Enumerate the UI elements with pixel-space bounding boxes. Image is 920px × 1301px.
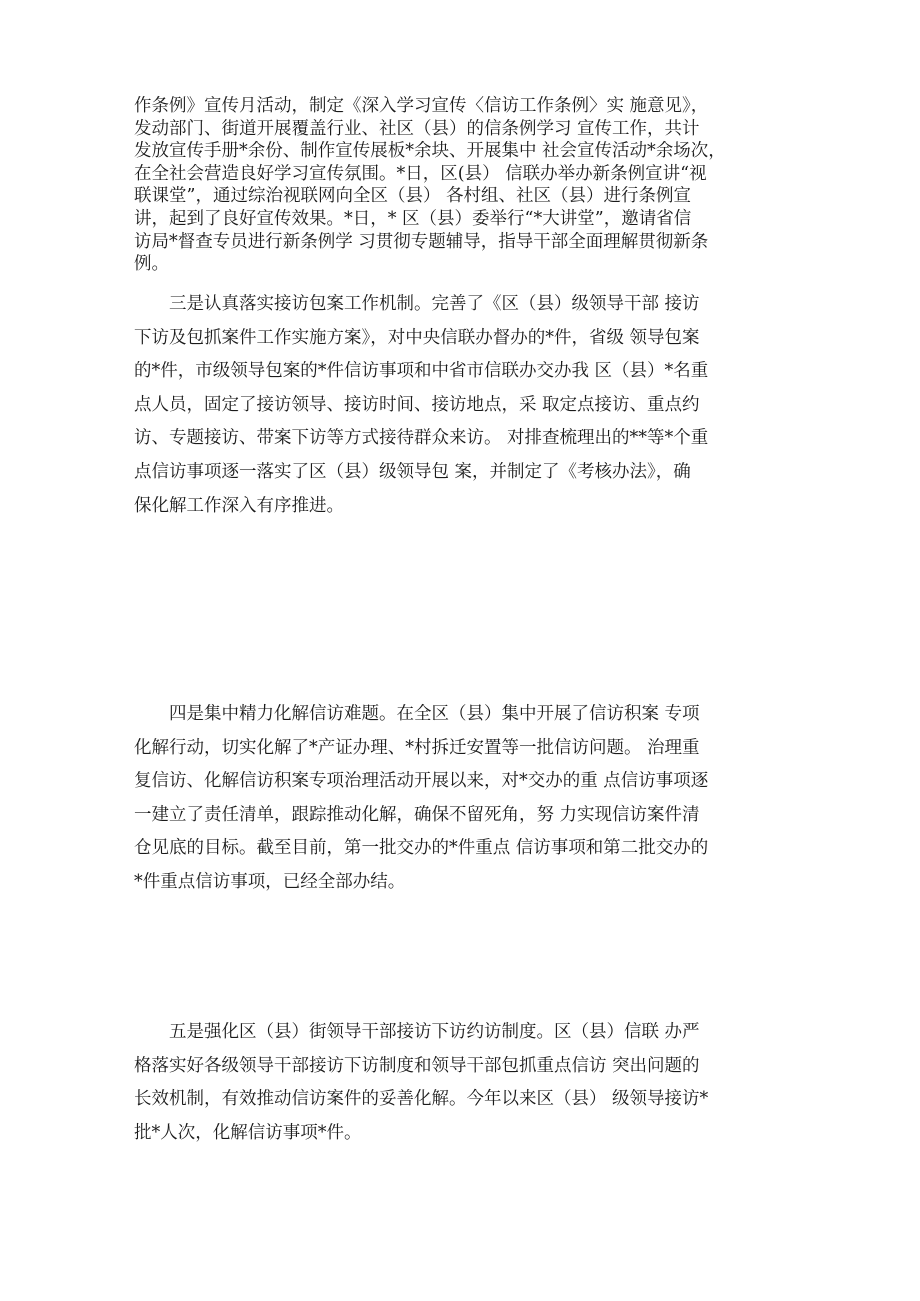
text-line: 点人员，固定了接访领导、接访时间、接访地点，采 取定点接访、重点约 <box>134 394 700 415</box>
text-line: 五是强化区（县）街领导干部接访下访约访制度。区（县）信联 办严 <box>134 1022 700 1042</box>
paragraph-continuation <box>134 95 794 276</box>
text-line: 仓见底的目标。截至目前，第一批交办的*件重点 信访事项和第二批交办的 <box>134 838 709 859</box>
text-line: 三是认真落实接访包案工作机制。完善了《区（县）级领导干部 接访 <box>134 294 700 314</box>
text-line: 发动部门、街道开展覆盖行业、社区（县）的信条例学习 宣传工作，共计 <box>134 118 700 139</box>
text-line: 长效机制，有效推动信访案件的妥善化解。今年以来区（县） 级领导接访* <box>134 1089 709 1110</box>
text-line: 讲，起到了良好宣传效果。*日，* 区（县）委举行“*大讲堂”，邀请省信 <box>134 208 692 229</box>
text-line: 格落实好各级领导干部接访下访制度和领导干部包抓重点信访 突出问题的 <box>134 1055 700 1076</box>
text-line: 下访及包抓案件工作实施方案》，对中央信联办督办的*件，省级 领导包案 <box>134 327 700 348</box>
text-line: 联课堂”，通过综治视联网向全区（县） 各村组、社区（县）进行条例宣 <box>134 186 692 207</box>
text-line: 批*人次，化解信访事项*件。 <box>134 1122 362 1143</box>
text-line: 化解行动，切实化解了*产证办理、*村拆迁安置等一批信访问题。 治理重 <box>134 737 700 758</box>
paragraph-point-five <box>134 1016 794 1150</box>
text-line: 的*件，市级领导包案的*件信访事项和中省市信联办交办我 区（县）*名重 <box>134 361 709 382</box>
text-line: *件重点信访事项，已经全部办结。 <box>134 871 406 892</box>
text-line: 访局*督查专员进行新条例学 习贯彻专题辅导，指导干部全面理解贯彻新条 <box>134 231 709 252</box>
paragraph-point-four <box>134 698 794 900</box>
text-line: 四是集中精力化解信访难题。在全区（县）集中开展了信访积案 专项 <box>134 704 700 724</box>
text-line: 复信访、化解信访积案专项治理活动开展以来，对*交办的重 点信访事项逐 <box>134 771 709 792</box>
text-line: 例。 <box>134 254 169 275</box>
text-line: 点信访事项逐一落实了区（县）级领导包 案，并制定了《考核办法》，确 <box>134 461 691 482</box>
text-line: 发放宣传手册*余份、制作宣传展板*余块、开展集中 社会宣传活动*余场次， <box>134 141 726 162</box>
text-line: 在全社会营造良好学习宣传氛围。*日，区(县） 信联办举办新条例宣讲“视 <box>134 163 707 184</box>
text-line: 作条例》宣传月活动，制定《深入学习宣传〈信访工作条例〉实 施意见》， <box>134 96 709 116</box>
text-line: 一建立了责任清单，跟踪推动化解，确保不留死角，努 力实现信访案件清 <box>134 804 700 825</box>
text-line: 保化解工作深入有序推进。 <box>134 495 344 516</box>
paragraph-point-three <box>134 288 794 523</box>
text-line: 访、专题接访、带案下访等方式接待群众来访。 对排查梳理出的**等*个重 <box>134 428 709 449</box>
